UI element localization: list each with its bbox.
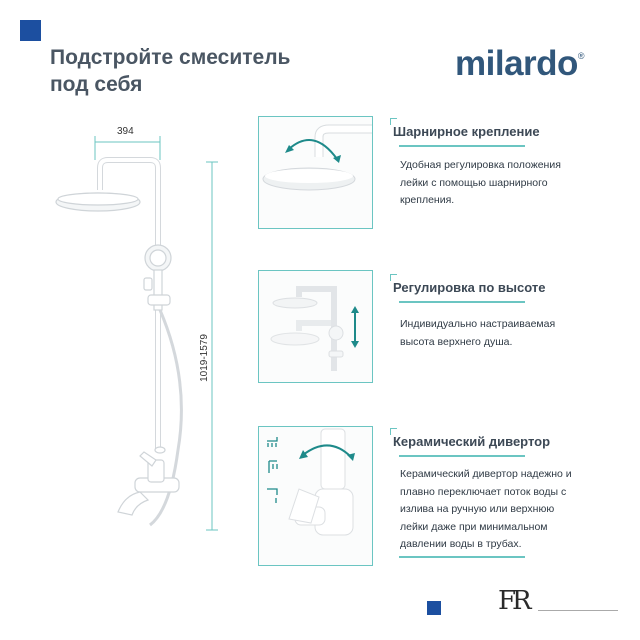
feature-title-swivel: Шарнирное крепление: [393, 124, 540, 139]
feature-underline-swivel: [399, 145, 525, 147]
feature-desc-height: [400, 316, 605, 351]
desc-line: излива на ручную или верхнюю: [400, 503, 555, 515]
rotate-arrow-icon: [289, 140, 337, 159]
width-label: 394: [117, 126, 134, 137]
height-adjust-illustration: [259, 271, 372, 382]
desc-line: лейки с помощью шарнирного: [400, 176, 548, 189]
feature-underline-height: [399, 301, 525, 303]
width-dimension: [95, 136, 160, 160]
desc-line: высота верхнего душа.: [400, 335, 513, 348]
feature-title-diverter: Керамический дивертор: [393, 434, 551, 449]
desc-line: плавно переключает поток воды с: [400, 485, 567, 498]
footer-line: [538, 610, 618, 611]
feature-desc-swivel: [400, 157, 605, 210]
desc-line: Керамический дивертор надежно и: [400, 468, 572, 480]
slide-holder: [148, 295, 170, 305]
brand-logo: [455, 44, 584, 84]
shower-set-illustration: [40, 120, 240, 560]
title-line-1: Подстройте смеситель: [50, 46, 291, 69]
feature-image-diverter: [258, 426, 373, 566]
bottom-square: [427, 601, 441, 615]
feature-bottom-bar-diverter: [399, 556, 525, 558]
feature-image-height: [258, 270, 373, 383]
overhead-shower-icon: [267, 437, 277, 447]
page-title: [50, 44, 380, 98]
feature-image-swivel: [258, 116, 373, 229]
title-line-2: под себя: [50, 73, 143, 96]
diverter-illustration: [259, 427, 372, 565]
hand-shower-icon: [269, 461, 277, 473]
desc-line: Индивидуально настраиваемая: [400, 318, 556, 330]
desc-line: крепления.: [400, 194, 455, 206]
desc-line: давлении воды в трубах.: [400, 538, 522, 550]
height-label: 1019-1579: [199, 334, 210, 382]
top-left-square: [20, 20, 41, 41]
feature-underline-diverter: [399, 455, 525, 457]
footer-logo: FR: [498, 586, 528, 616]
brand-name: milardo: [455, 44, 578, 83]
swivel-joint-illustration: [259, 117, 372, 228]
spout: [118, 492, 148, 515]
brand-mark: ®: [577, 51, 585, 61]
shower-hose: [150, 310, 181, 525]
spout-icon: [267, 489, 277, 503]
desc-line: лейки даже при минимальном: [400, 520, 548, 533]
feature-desc-diverter: [400, 466, 605, 554]
feature-title-height: Регулировка по высоте: [393, 280, 546, 295]
desc-line: Удобная регулировка положения: [400, 159, 561, 171]
